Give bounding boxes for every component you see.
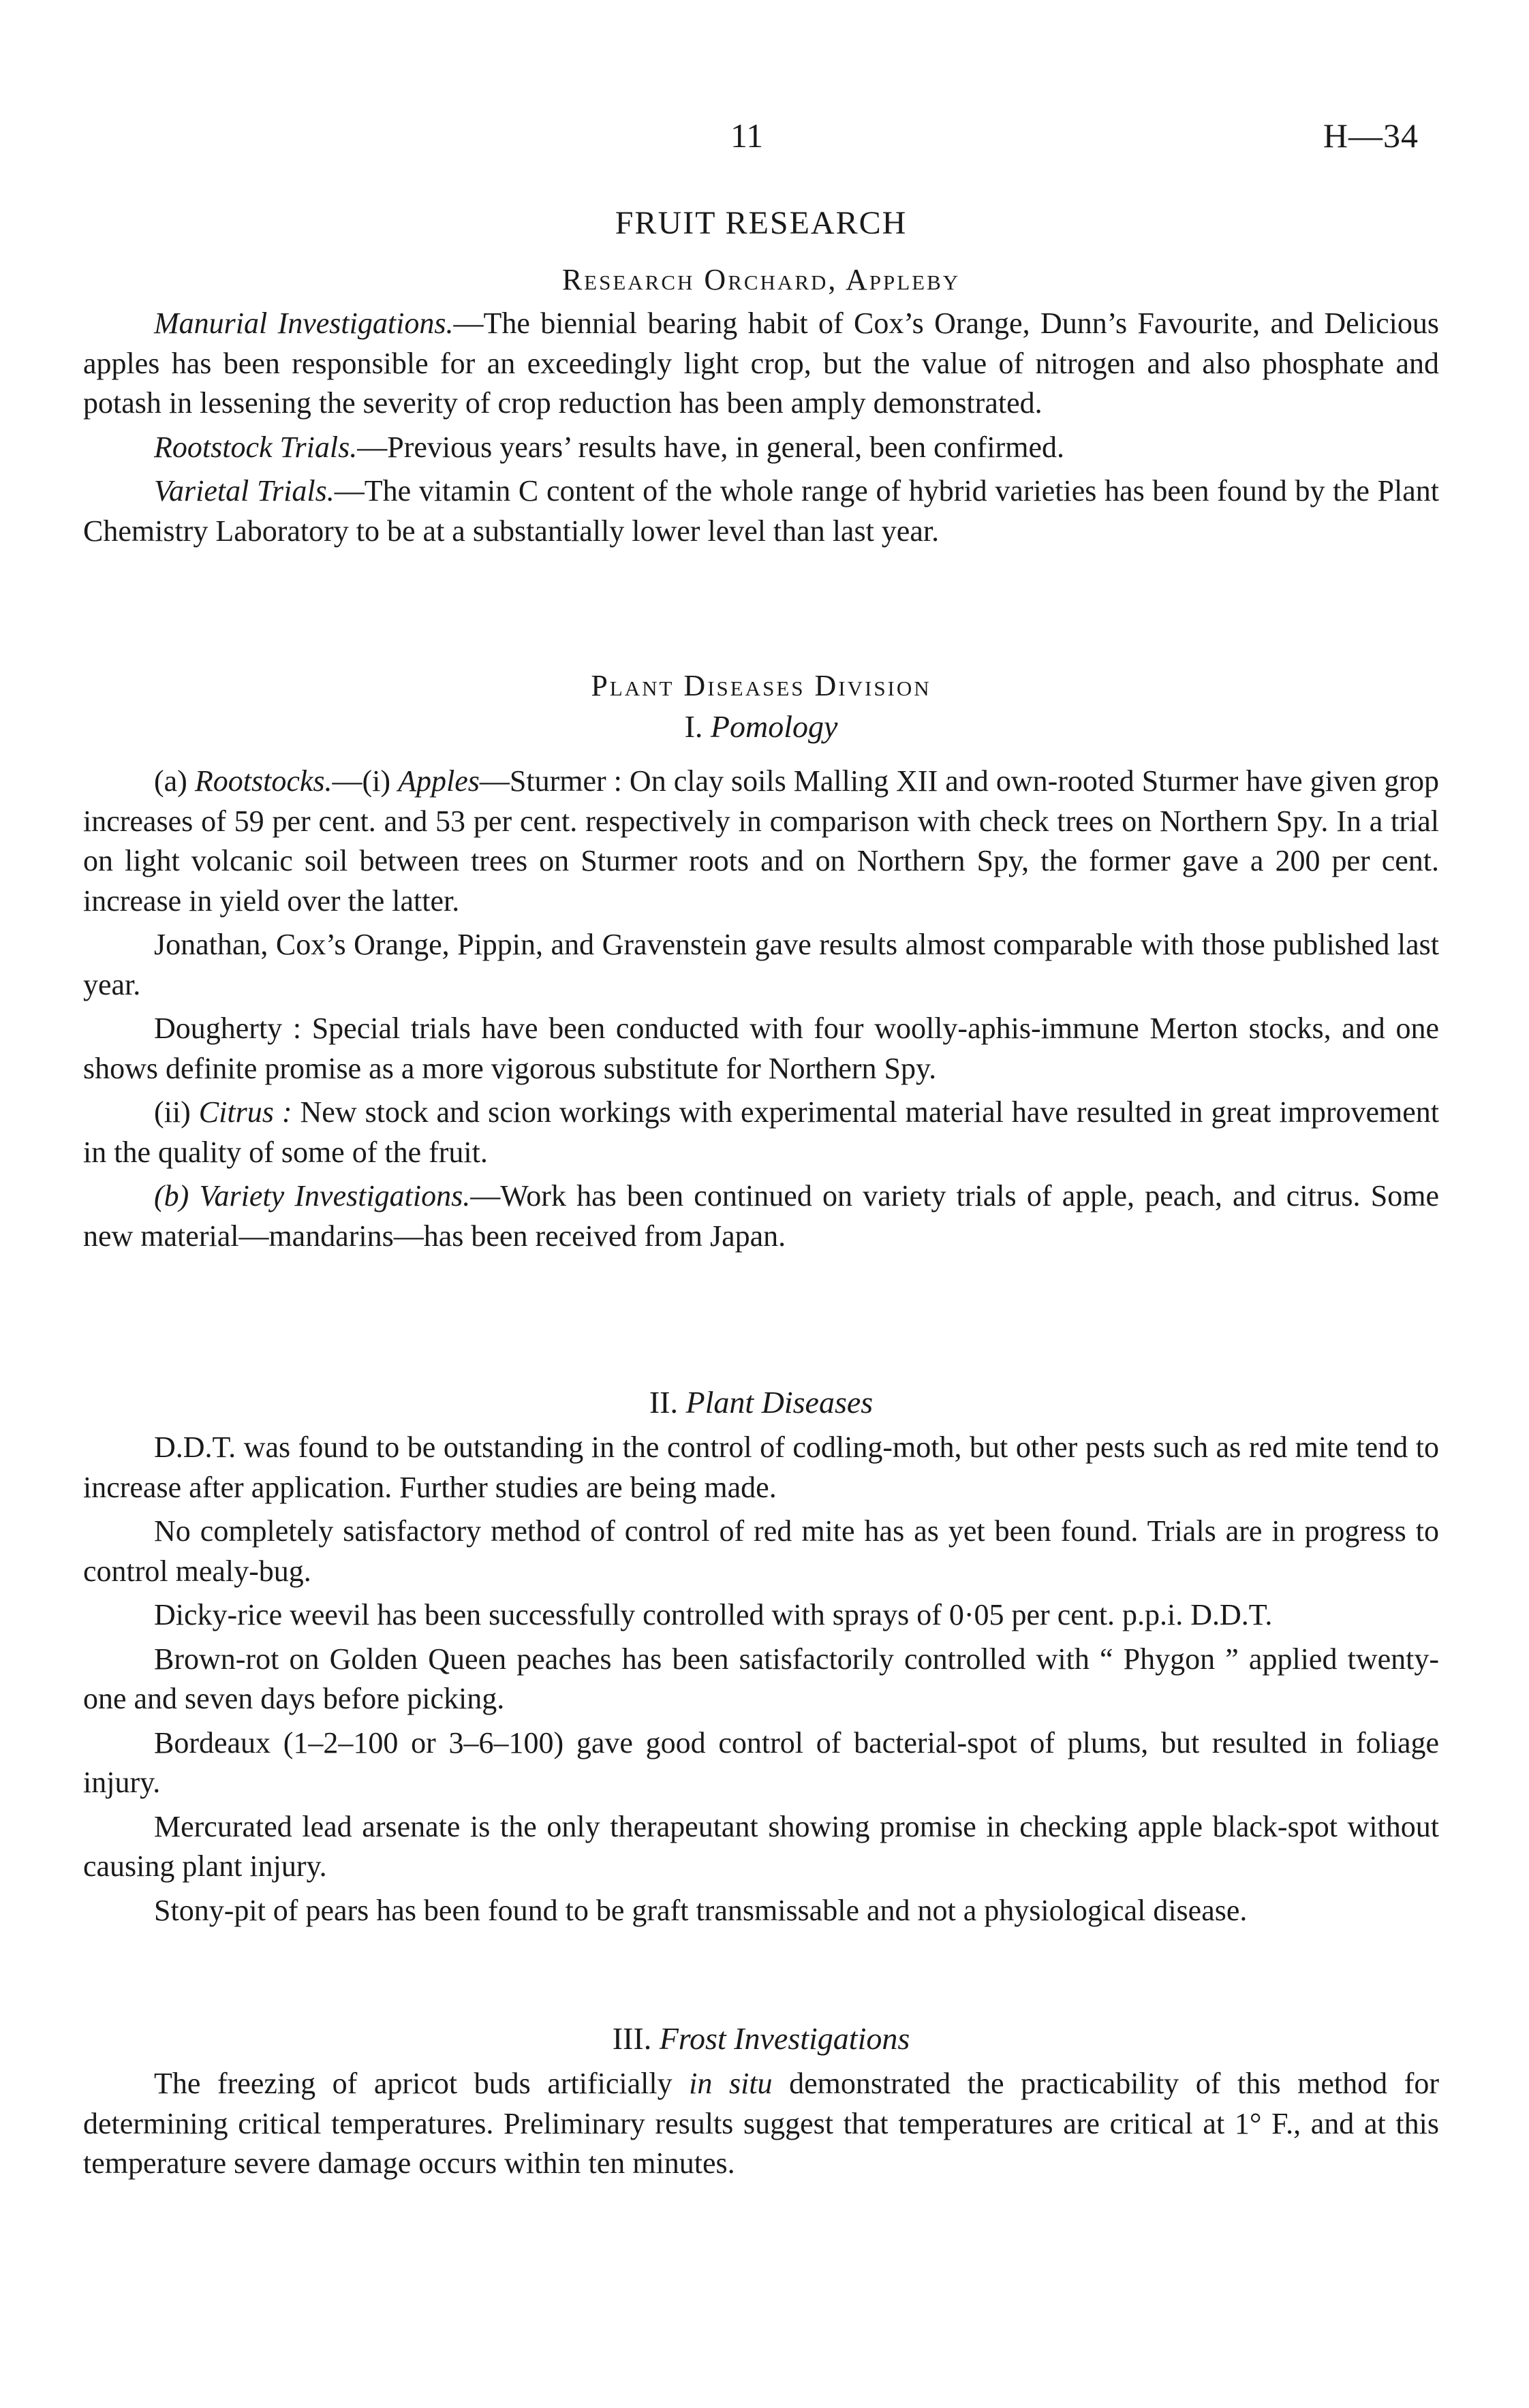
paragraph-text: —Sturmer : On clay soils Malling XII and own-rooted Sturmer have given grop increases of 59 per cent. and 53 per cent. respectively in comparison with check trees on Northern Spy. In a trial on light volcanic soil between trees on Sturmer roots and on Northern Spy, the former gave a 200 per cent. increase in yield over the latter. <box>83 764 1440 918</box>
paragraph-text: —The biennial bearing habit of Cox’s Orange, Dunn’s Favourite, and Delicious apples has been responsible for an exceedingly light crop, but the value of nitrogen and also phosphate and potash in lessening the severity of crop reduction has been amply demonstrated. <box>83 307 1439 420</box>
run-in-heading: Variety Investigations. <box>199 1179 471 1213</box>
run-in-heading: Manurial Investigations. <box>154 307 454 340</box>
running-header <box>83 116 1439 163</box>
paragraph-jonathan: Jonathan, Cox’s Orange, Pippin, and Gravenstein gave results almost comparable with those published last year. <box>83 928 1439 1001</box>
item-label: —(i) <box>332 764 391 798</box>
paragraph-text: —Previous years’ results have, in general, been confirmed. <box>357 430 1064 464</box>
subsection-number: II. <box>649 1385 678 1420</box>
paragraph-frost <box>83 2060 1439 2184</box>
paragraph-weevil: Dicky-rice weevil has been successfully controlled with sprays of 0·05 per cent. p.p.i. D.D.T. <box>154 1598 1273 1631</box>
paragraph-lead-arsenate: Mercurated lead arsenate is the only therapeutant showing promise in checking apple black-spot without causing plant injury. <box>83 1809 1439 1883</box>
run-in-heading: Rootstocks. <box>194 764 333 798</box>
paragraph-citrus <box>83 1089 1439 1172</box>
subsection-pomology <box>83 707 1439 747</box>
paragraph-manurial <box>83 300 1439 424</box>
paragraph-text: —Work has been continued on variety trials of apple, peach, and citrus. Some new material—mandarins—has been received from Japan. <box>83 1179 1440 1253</box>
subsection-name: Pomology <box>710 709 838 744</box>
italic-phrase: in situ <box>689 2067 773 2100</box>
paragraph-variety <box>83 1172 1439 1256</box>
paragraph-red-mite: No completely satisfactory method of control of red mite has as yet been found. Trials are in progress to control mealy-bug. <box>83 1514 1439 1588</box>
frost-text <box>83 2060 1439 2184</box>
paragraph-text: New stock and scion workings with experimental material have resulted in great improvement in the quality of some of the fruit. <box>83 1095 1440 1169</box>
plant-diseases-text <box>83 1424 1439 1930</box>
section-heading-research-orchard: Research Orchard, Appleby <box>561 263 961 296</box>
subsection-frost-investigations <box>83 2019 1439 2059</box>
paragraph-rootstock-trials <box>83 424 1439 468</box>
page-title: FRUIT RESEARCH <box>615 205 908 241</box>
page-number: 11 <box>730 116 764 155</box>
paragraph-text: The freezing of apricot buds artificially <box>154 2067 690 2100</box>
paragraph-brown-rot: Brown-rot on Golden Queen peaches has been satisfactorily controlled with “ Phygon ” applied twenty-one and seven days before picking. <box>83 1642 1439 1715</box>
document-reference: H—34 <box>1323 116 1419 155</box>
paragraph-rootstocks <box>83 757 1439 921</box>
item-label: (b) <box>154 1179 189 1213</box>
subsection-name: Frost Investigations <box>659 2021 910 2056</box>
paragraph-ddt: D.D.T. was found to be outstanding in the control of codling-moth, but other pests such as red mite tend to increase after application. Further studies are being made. <box>83 1430 1439 1504</box>
run-in-heading: Apples <box>398 764 480 798</box>
paragraph-varietal-trials <box>83 467 1439 551</box>
item-label: (a) <box>154 764 187 798</box>
run-in-heading: Rootstock Trials. <box>154 430 358 464</box>
run-in-heading: Varietal Trials. <box>154 474 335 507</box>
paragraph-stony-pit: Stony-pit of pears has been found to be graft transmissable and not a physiological disease. <box>154 1893 1248 1927</box>
run-in-heading: Citrus : <box>198 1095 292 1129</box>
subsection-name: Plant Diseases <box>685 1385 874 1420</box>
section1-text <box>83 300 1439 551</box>
paragraph-text: demonstrated the practicability of this method for determining critical temperatures. Preliminary results suggest that temperatures are critical at 1° F., and at this temperature severe damage occurs within ten minutes. <box>83 2067 1440 2180</box>
section-heading-plant-diseases-division: Plant Diseases Division <box>591 669 931 702</box>
subsection-number: I. <box>684 709 703 744</box>
paragraph-dougherty: Dougherty : Special trials have been conducted with four woolly-aphis-immune Merton stocks, and one shows definite promise as a more vigorous substitute for Northern Spy. <box>83 1012 1439 1085</box>
subsection-number: III. <box>612 2021 652 2056</box>
subsection-plant-diseases <box>83 1383 1439 1423</box>
item-label: (ii) <box>154 1095 191 1129</box>
paragraph-text: —The vitamin C content of the whole range of hybrid varieties has been found by the Plant Chemistry Laboratory to be at a substantially lower level than last year. <box>83 474 1439 548</box>
paragraph-bordeaux: Bordeaux (1–2–100 or 3–6–100) gave good control of bacterial-spot of plums, but resulted in foliage injury. <box>83 1725 1439 1799</box>
pomology-text <box>83 757 1439 1256</box>
